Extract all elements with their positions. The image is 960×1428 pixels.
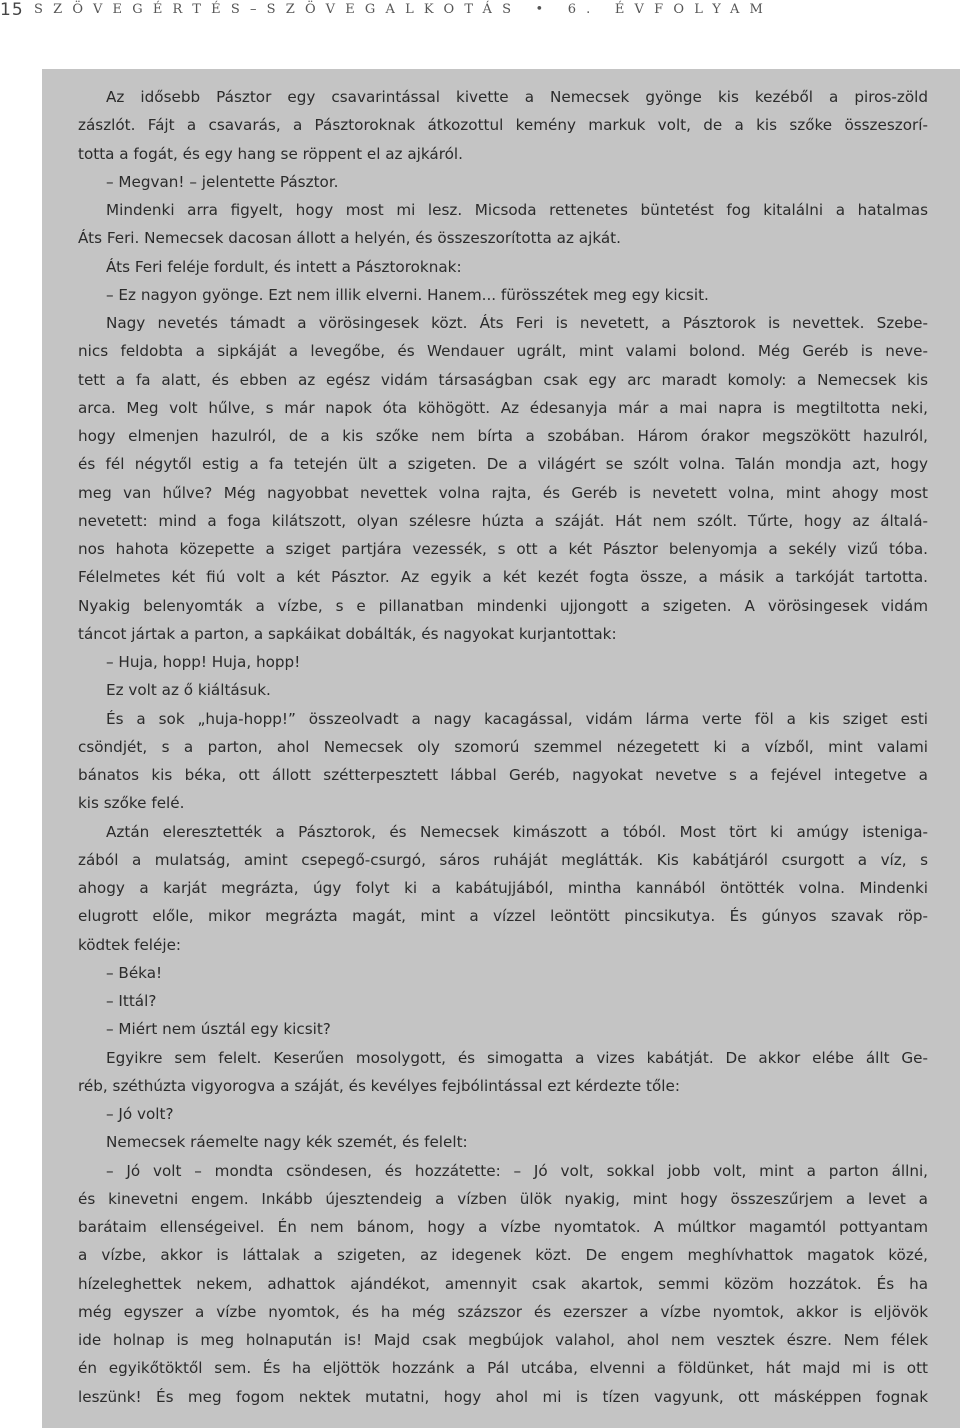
text-line: hízeleghettek nekem, adhattok ajándékot, amennyit csak akartok, semmi közöm hozzátok. És ha (78, 1274, 928, 1293)
text-line: totta a fogát, és egy hang se röppent el az ajkáról. (78, 144, 463, 163)
text-line: táncot jártak a parton, a sapkáikat dobálták, és nagyokat kurjantottak: (78, 624, 617, 643)
text-line: – Jó volt? (106, 1105, 174, 1123)
text-line: – Megvan! – jelentette Pásztor. (106, 172, 339, 191)
text-line: leszünk! És meg fogom nektek mutatni, hogy ahol mi is tízen vagyunk, ott másképpen fognak (78, 1387, 928, 1406)
text-line: kis szőke felé. (78, 794, 185, 813)
text-line: Ez volt az ő kiáltásuk. (106, 681, 271, 700)
text-line: – Ez nagyon gyönge. Ezt nem illik elverni. Hanem... fürösszétek meg egy kicsit. (106, 285, 709, 304)
text-line: és fél négytől estig a fa tetején ült a szigeten. De a világért se szólt volna. Talán mondja azt, hogy (78, 455, 928, 474)
text-line: – Béka! (106, 963, 163, 982)
text-line: – Ittál? (106, 992, 157, 1010)
text-line: – Huja, hopp! Huja, hopp! (106, 653, 301, 671)
text-line: Áts Feri. Nemecsek dacosan állott a helyén, és összeszorította az ajkát. (78, 229, 621, 248)
text-line: – Miért nem úsztál egy kicsit? (106, 1020, 331, 1039)
text-line: ahogy a karját megrázta, úgy folyt ki a kabátujjából, mintha kannából öntötték volna. Mindenki (78, 879, 928, 897)
text-line: ködtek feléje: (78, 935, 182, 954)
text-box (42, 69, 960, 1428)
text-line: réb, széthúzta vigyorogva a száját, és kevélyes fejbólintással ezt kérdezte tőle: (78, 1076, 680, 1095)
text-line: Egyikre sem felelt. Keserűen mosolygott, és simogatta a vizes kabátját. De akkor elébe állt Ge- (106, 1048, 928, 1067)
text-line: Nagy nevetés támadt a vörösingesek közt. Áts Feri is nevetett, a Pásztorok is nevettek. Szebe- (106, 314, 928, 332)
running-head: SZÖVEGÉRTÉS–SZÖVEGALKOTÁS • 6. ÉVFOLYAM (34, 2, 774, 17)
text-line: nevetett: mind a foga kilátszott, olyan szélesre húzta a száját. Hát nem szólt. Tűrte, hogy az általá- (78, 511, 928, 530)
page-header (0, 0, 960, 40)
page-number: 15 (0, 0, 24, 20)
text-line: zából a mulatság, amint csepegő-csurgó, sáros ruháját meglátták. Kis kabátjáról csurgott a víz, s (78, 850, 928, 869)
text-line: Nemecsek ráemelte nagy kék szemét, és felelt: (106, 1133, 468, 1152)
text-line: én egyikőtöktől sem. És ha eljöttök hozzánk a Pál utcába, elvenni a földünket, hát majd mi is ott (78, 1359, 928, 1378)
text-line: ide holnap is meg holnapután is! Majd csak megbújok valahol, ahol nem vesztek észre. Nem félek (78, 1331, 928, 1349)
text-line: még egyszer a vízbe nyomtok, és ha még százszor és ezerszer a vízbe nyomtok, akkor is eljövök (78, 1302, 928, 1321)
text-line: arca. Meg volt hűlve, s már napok óta köhögött. Az édesanyja már a mai napra is megtiltotta neki, (78, 398, 928, 417)
text-line: Az idősebb Pásztor egy csavarintással kivette a Nemecsek gyönge kis kezéből a piros-zöld (106, 88, 928, 106)
text-line: zászlót. Fájt a csavarás, a Pásztoroknak átkozottul kemény markuk volt, de a kis szőke összeszorí- (78, 116, 928, 135)
text-line: És a sok „huja-hopp!” összeolvadt a nagy kacagással, vidám lárma verte föl a kis sziget esti (106, 709, 928, 728)
text-line: hogy elmenjen hazulról, de a kis szőke nem bírta a szobában. Három órakor megszökött hazulról, (78, 427, 928, 445)
text-line: Mindenki arra figyelt, hogy most mi lesz. Micsoda rettenetes büntetést fog kitalálni a hatalmas (106, 201, 928, 219)
text-line: bánatos kis béka, ott állott szétterpesztett lábbal Geréb, nagyokat nevetve s a fejével integetve a (78, 766, 928, 784)
text-line: Áts Feri feléje fordult, és intett a Pásztoroknak: (106, 257, 462, 276)
text-line: barátaim ellenségeivel. Én nem bánom, hogy a vízbe nyomtatok. A múltkor magamtól pottyantam (78, 1218, 928, 1236)
text-line: – Jó volt – mondta csöndesen, és hozzátette: – Jó volt, sokkal jobb volt, mint a parton állni, (106, 1161, 928, 1180)
text-line: nos hahota közepette a sziget partjára vezessék, s ott a két Pásztor belenyomja a sekély vizű tóba. (78, 540, 928, 558)
text-line: a vízbe, akkor is láttalak a szigeten, az idegenek közt. De engem meghívhattok magatok közé, (78, 1246, 928, 1265)
text-line: csöndjét, s a parton, ahol Nemecsek oly szomorú szemmel nézegetett ki a vízből, mint valami (78, 737, 928, 756)
text-line: és kinevetni engem. Inkább újesztendeig a vízben ülök nyakig, mint hogy összeszűrjem a levet a (78, 1189, 928, 1208)
text-line: nics feldobta a sipkáját a levegőbe, és Wendauer ugrált, mint valami bolond. Még Geréb is neve- (78, 342, 928, 361)
text-body (78, 83, 928, 1411)
text-line: Félelmetes két fiú volt a két Pásztor. Az egyik a két kezét fogta össze, a másik a tarkóját tartotta. (78, 568, 928, 587)
text-line: meg van hűlve? Még nagyobbat nevettek volna rajta, és Geréb is nevetett volna, mint ahogy most (78, 483, 928, 502)
text-line: tett a fa alatt, és ebben az egész vidám társaságban csak egy arc maradt komoly: a Nemecsek kis (78, 370, 928, 389)
text-line: Nyakig belenyomták a vízbe, s e pillanatban mindenki ujjongott a szigeten. A vörösingesek vidám (78, 596, 928, 615)
text-line: elugrott előle, mikor megrázta magát, mint a vízzel leöntött pincsikutya. És gúnyos szavak röp- (78, 907, 928, 926)
text-line: Aztán eleresztették a Pásztorok, és Nemecsek kimászott a tóból. Most tört ki amúgy isteniga- (106, 822, 928, 841)
